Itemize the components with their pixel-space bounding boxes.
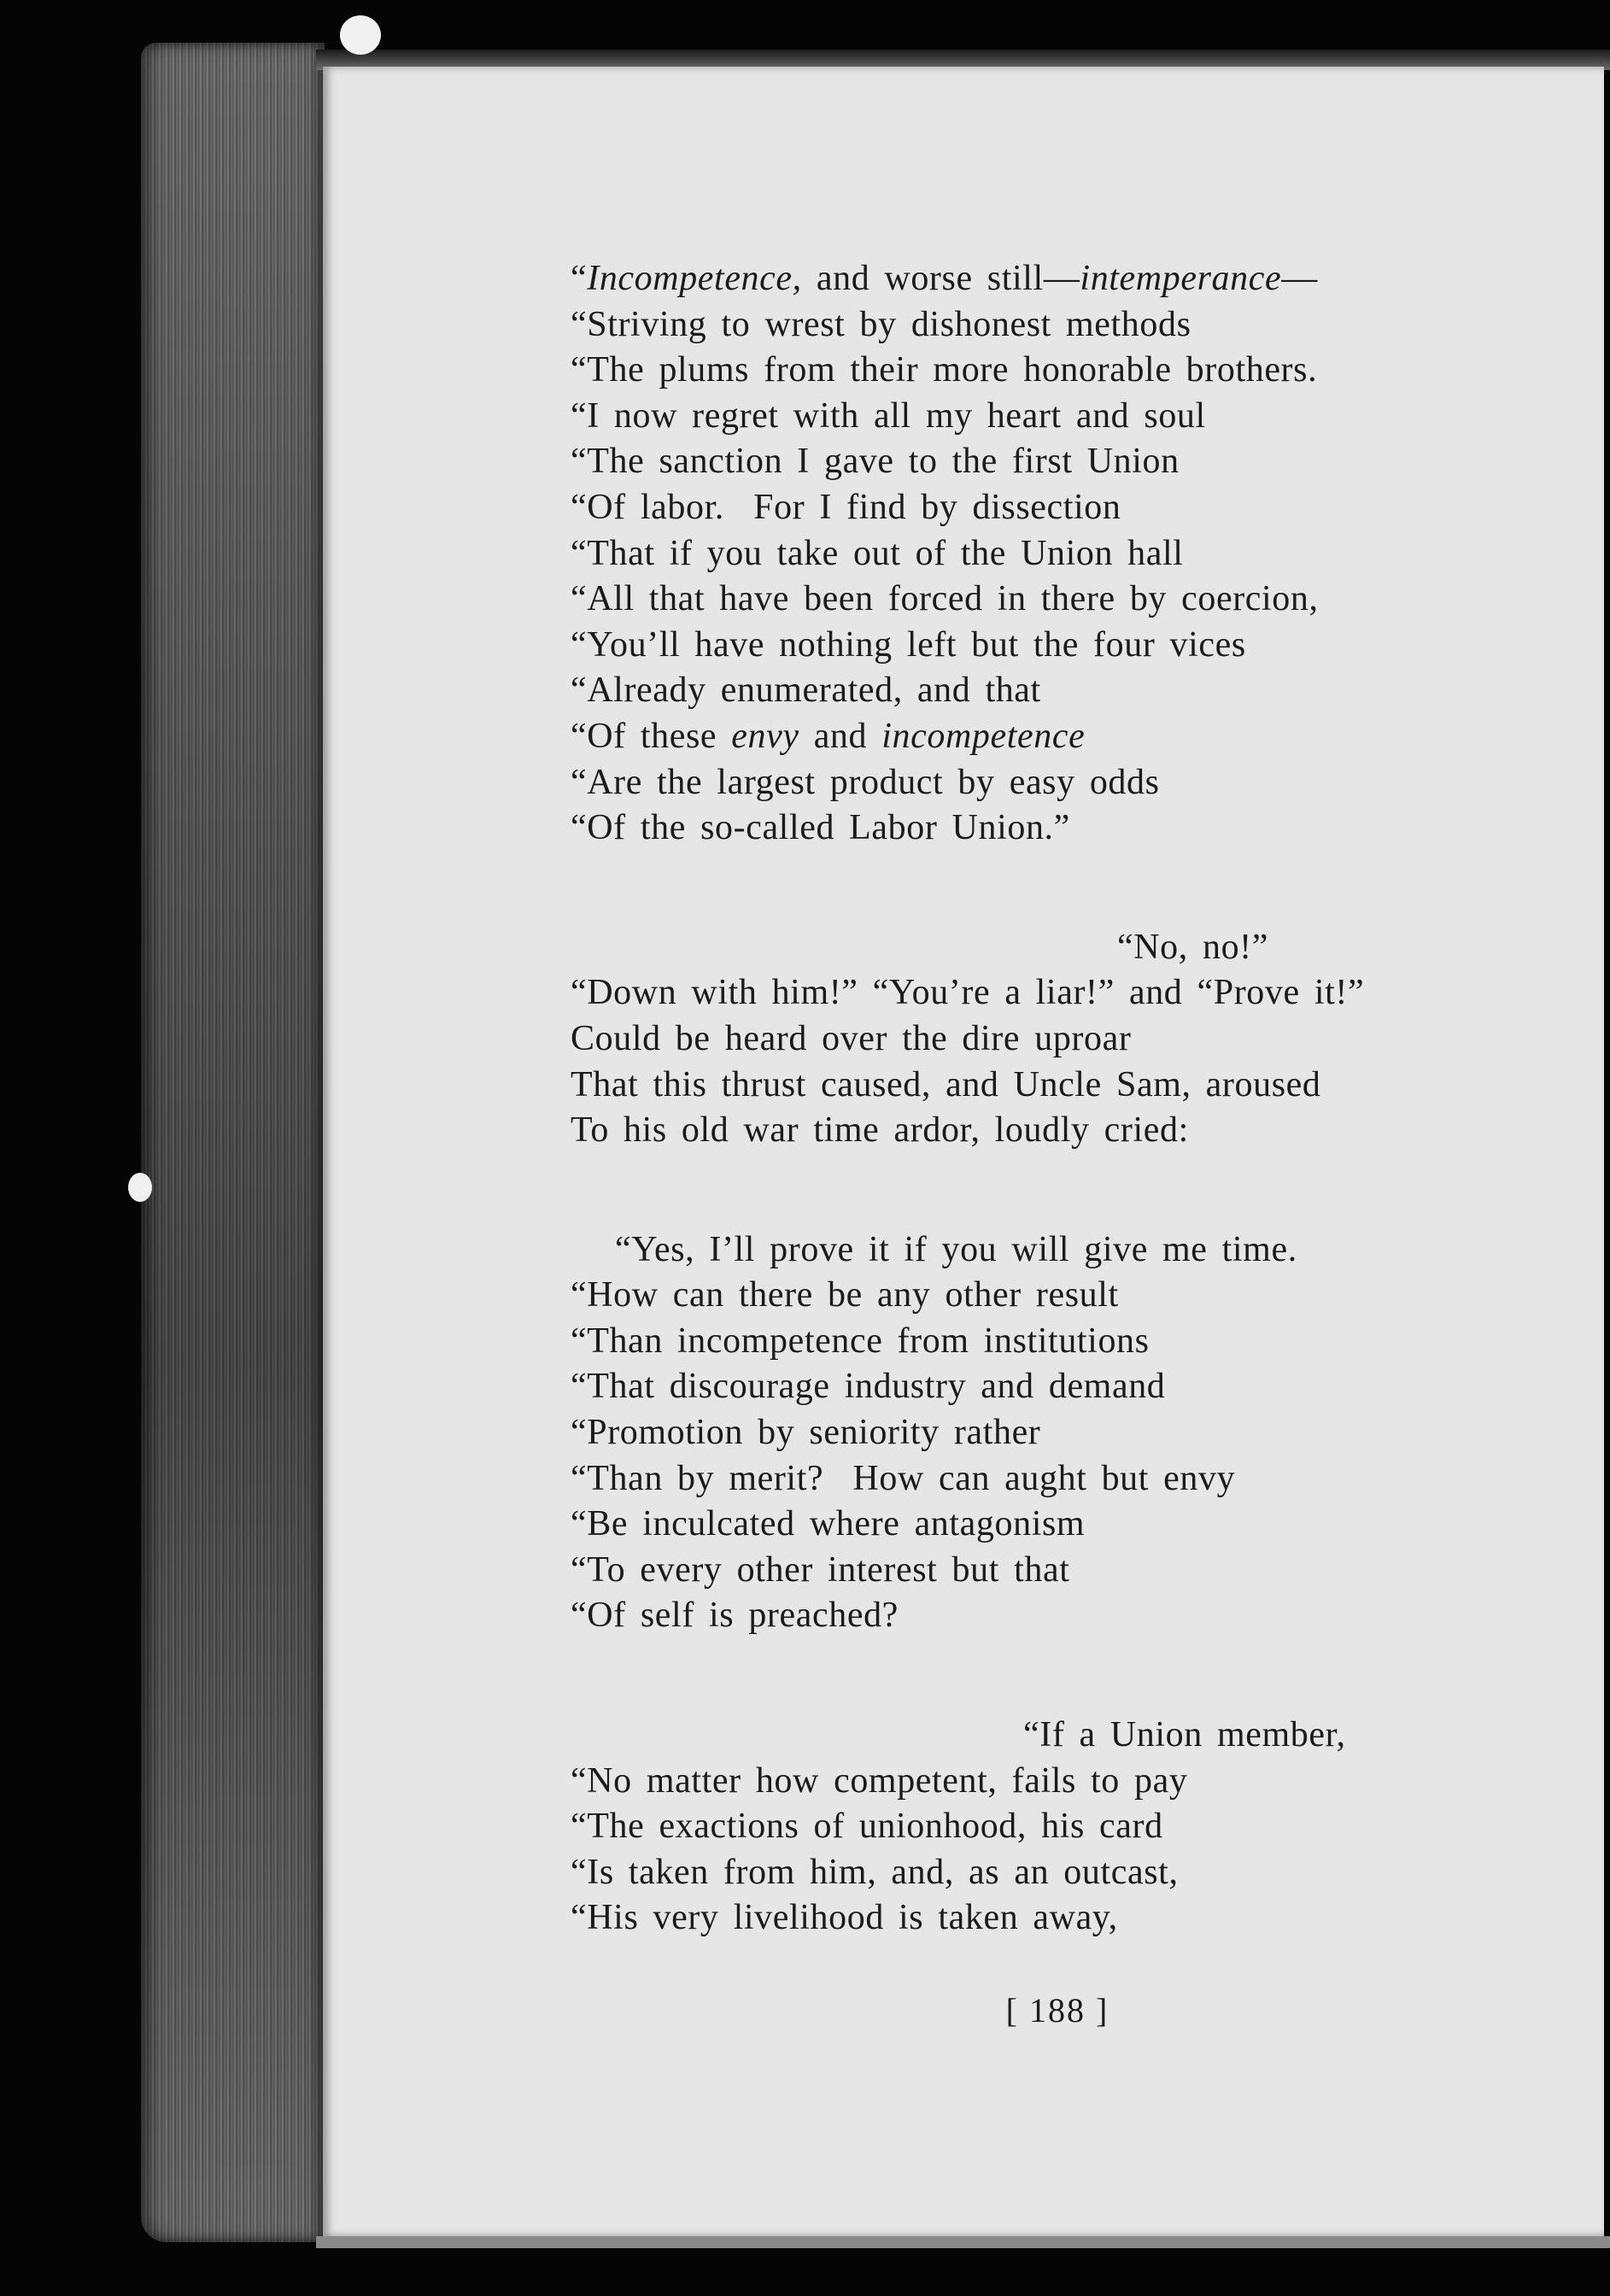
stanza-break: [571, 1154, 1527, 1227]
poem-line: “Promotion by seniority rather: [571, 1413, 1041, 1453]
poem-line: “Than incompetence from institutions: [571, 1321, 1150, 1361]
italic-emphasis: intemperance: [1080, 259, 1282, 298]
poem-line: Could be heard over the dire uproar: [571, 1018, 1132, 1058]
poem-line: “His very livelihood is taken away,: [571, 1898, 1118, 1938]
poem-line: To his old war time ardor, loudly cried:: [571, 1110, 1189, 1151]
poem-line: That this thrust caused, and Uncle Sam, aroused: [571, 1064, 1321, 1104]
poem-line: “Yes, I’ll prove it if you will give me time.: [615, 1229, 1297, 1269]
page-bottom-edge: [316, 2236, 1610, 2248]
stanza-break: [571, 852, 1527, 925]
poem-line: “The exactions of unionhood, his card: [571, 1807, 1163, 1847]
poem-line: “Of labor. For I find by dissection: [571, 487, 1121, 527]
paper-speck: [128, 1173, 152, 1202]
poem-line: “All that have been forced in there by coercion,: [571, 579, 1319, 619]
book-page-edge: [141, 43, 325, 2242]
poem-line: “The plums from their more honorable brothers.: [571, 350, 1318, 390]
stanza-break: [571, 1639, 1527, 1713]
poem-text: [571, 256, 1527, 1942]
poem-line: “Of self is preached?: [571, 1596, 899, 1636]
poem-line: “Already enumerated, and that: [571, 671, 1041, 711]
poem-line: “That if you take out of the Union hall: [571, 533, 1184, 573]
poem-line: “Is taken from him, and, as an outcast,: [571, 1852, 1179, 1892]
italic-emphasis: envy: [731, 716, 799, 756]
poem-line: “The sanction I gave to the first Union: [571, 442, 1180, 482]
poem-line: “How can there be any other result: [571, 1275, 1119, 1315]
poem-line: “To every other interest but that: [571, 1549, 1070, 1590]
poem-line: “Incompetence, and worse still—intemperance—: [571, 259, 1318, 298]
poem-line: “Down with him!” “You’re a liar!” and “Prove it!”: [571, 973, 1365, 1013]
poem-line: “I now regret with all my heart and soul: [571, 395, 1206, 436]
poem-line: “That discourage industry and demand: [571, 1367, 1166, 1407]
page-number: [ 188 ]: [1005, 1991, 1109, 2030]
poem-line: “No, no!”: [1117, 927, 1269, 967]
paper-speck: [340, 15, 381, 55]
italic-emphasis: Incompetence,: [587, 259, 802, 298]
poem-line: “Striving to wrest by dishonest methods: [571, 304, 1191, 344]
poem-line: “Be inculcated where antagonism: [571, 1504, 1086, 1544]
poem-line: “Are the largest product by easy odds: [571, 762, 1160, 802]
poem-line: “If a Union member,: [1023, 1715, 1346, 1755]
poem-line: “Than by merit? How can aught but envy: [571, 1458, 1236, 1498]
poem-line: “Of these envy and incompetence: [571, 716, 1086, 756]
poem-line: “You’ll have nothing left but the four vices: [571, 624, 1246, 665]
poem-line: “No matter how competent, fails to pay: [571, 1760, 1188, 1801]
poem-line: “Of the so-called Labor Union.”: [571, 808, 1070, 848]
italic-emphasis: incompetence: [881, 716, 1086, 756]
